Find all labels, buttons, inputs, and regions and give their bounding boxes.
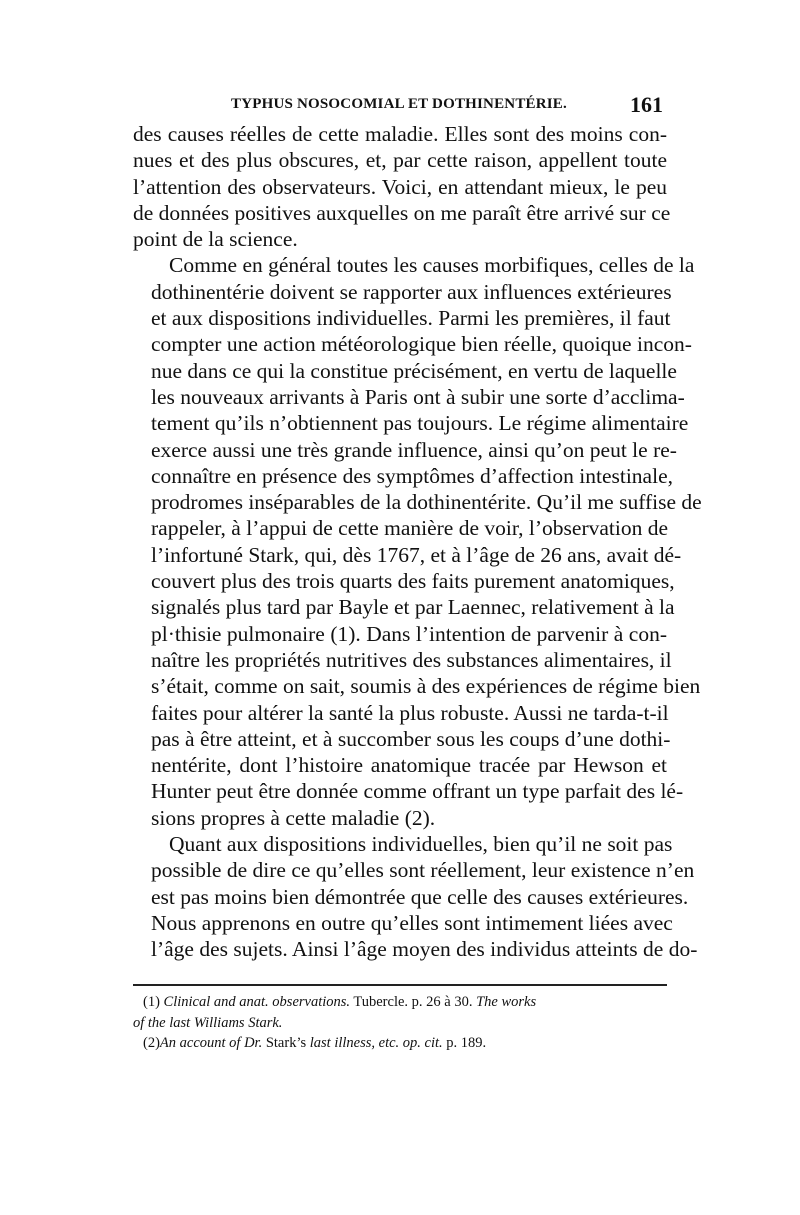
text-line: nues et des plus obscures, et, par cette raison, appellent toute xyxy=(133,148,667,173)
text-line: prodromes inséparables de la dothinentérite. Qu’il me suffise de xyxy=(151,490,702,515)
text-line: compter une action météorologique bien réelle, quoique incon- xyxy=(151,332,692,357)
text-line: Hunter peut être donnée comme offrant un type parfait des lé- xyxy=(151,779,684,804)
footnote-marker: (2) xyxy=(143,1035,160,1051)
running-head xyxy=(133,92,663,122)
footnote-1-continued xyxy=(133,1013,667,1034)
text-line: possible de dire ce qu’elles sont réellement, leur existence n’en xyxy=(151,858,695,883)
footnote-title: of the last Williams Stark. xyxy=(133,1014,283,1031)
footnotes xyxy=(133,992,667,1054)
text-line: Comme en général toutes les causes morbifiques, celles de la xyxy=(169,253,695,278)
footnote-1 xyxy=(133,992,667,1013)
text-line: faites pour altérer la santé la plus robuste. Aussi ne tarda-t-il xyxy=(151,700,669,725)
text-line: les nouveaux arrivants à Paris ont à subir une sorte d’acclima- xyxy=(151,384,685,409)
text-line: point de la science. xyxy=(133,227,298,252)
text-line: l’attention des observateurs. Voici, en attendant mieux, le peu xyxy=(133,174,667,199)
footnote-marker: (1) xyxy=(143,994,160,1010)
text-line: nue dans ce qui la constitue précisément, en vertu de laquelle xyxy=(151,358,677,383)
text-line: et aux dispositions individuelles. Parmi les premières, il faut xyxy=(151,306,671,331)
footnote-title: last illness, etc. op. cit. xyxy=(309,1035,443,1051)
footnote-text: Tubercle. p. 26 à 30. xyxy=(350,994,477,1010)
text-line: de données positives auxquelles on me paraît être arrivé sur ce xyxy=(133,200,671,225)
footnote-title: The works xyxy=(476,994,537,1010)
text-line: signalés plus tard par Bayle et par Laennec, relativement à la xyxy=(151,595,675,620)
text-line: Quant aux dispositions individuelles, bien qu’il ne soit pas xyxy=(169,832,673,857)
text-line: sions propres à cette maladie (2). xyxy=(151,805,436,830)
text-line: est pas moins bien démontrée que celle des causes extérieures. xyxy=(151,884,689,909)
text-line: rappeler, à l’appui de cette manière de voir, l’observation de xyxy=(151,516,669,541)
text-line: exerce aussi une très grande influence, ainsi qu’on peut le re- xyxy=(151,437,677,462)
text-line: nentérite, dont l’histoire anatomique tracée par Hewson et xyxy=(151,753,667,778)
paragraph-3 xyxy=(133,831,698,962)
footnote-text: p. 189. xyxy=(442,1035,487,1051)
text-line: des causes réelles de cette maladie. Elles sont des moins con- xyxy=(133,122,667,146)
footnote-text: Stark’s xyxy=(262,1035,310,1051)
text-line: pas à être atteint, et à succomber sous les coups d’une dothi- xyxy=(151,726,671,751)
text-line: l’âge des sujets. Ainsi l’âge moyen des individus atteints de do- xyxy=(151,937,698,962)
paragraph-1 xyxy=(133,121,671,252)
footnote-rule xyxy=(133,984,667,986)
text-line: tement qu’ils n’obtiennent pas toujours. Le régime alimentaire xyxy=(151,411,689,436)
text-line: s’était, comme on sait, soumis à des expériences de régime bien xyxy=(151,674,701,699)
text-line: pl·thisie pulmonaire (1). Dans l’intention de parvenir à con- xyxy=(151,621,667,646)
footnote-title: Clinical and anat. observations. xyxy=(163,994,351,1010)
footnote-title: An account of Dr. xyxy=(159,1035,263,1051)
text-line: couvert plus des trois quarts des faits purement anatomiques, xyxy=(151,569,675,594)
body-text xyxy=(133,121,702,963)
text-line: naître les propriétés nutritives des substances alimentaires, il xyxy=(151,647,672,672)
paragraph-2 xyxy=(133,252,702,831)
footnote-2 xyxy=(133,1033,667,1054)
text-line: dothinentérie doivent se rapporter aux influences extérieures xyxy=(151,279,672,304)
text-line: l’infortuné Stark, qui, dès 1767, et à l’âge de 26 ans, avait dé- xyxy=(151,542,682,567)
running-title: TYPHUS NOSOCOMIAL ET DOTHINENTÉRIE. xyxy=(231,96,567,112)
page-number: 161 xyxy=(630,92,663,117)
text-line: connaître en présence des symptômes d’affection intestinale, xyxy=(151,463,673,488)
text-line: Nous apprenons en outre qu’elles sont intimement liées avec xyxy=(151,910,673,935)
